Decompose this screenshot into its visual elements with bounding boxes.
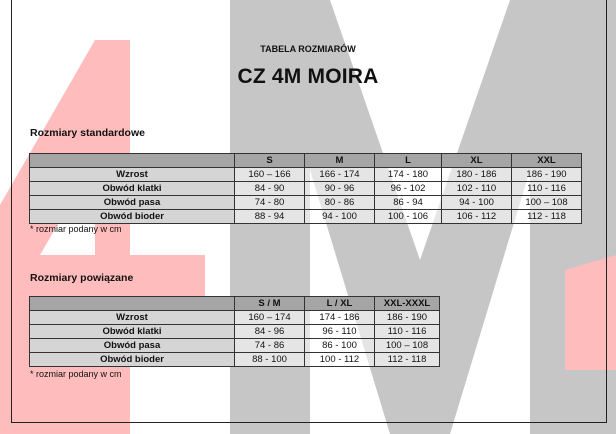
row-label: Obwód klatki xyxy=(30,182,235,196)
header-corner xyxy=(30,297,235,311)
table-cell: 160 – 174 xyxy=(235,311,305,325)
table-cell: 86 - 94 xyxy=(375,196,442,210)
table-header-row xyxy=(30,154,582,168)
table-cell: 180 - 186 xyxy=(442,168,512,182)
table-cell: 84 - 96 xyxy=(235,325,305,339)
table-header-row xyxy=(30,297,440,311)
table-cell: 174 - 186 xyxy=(305,311,375,325)
row-label: Obwód pasa xyxy=(30,339,235,353)
table-cell: 86 - 100 xyxy=(305,339,375,353)
table-cell: 74 - 80 xyxy=(235,196,305,210)
table-cell: 100 - 106 xyxy=(375,210,442,224)
table-row xyxy=(30,339,440,353)
related-sizes-heading: Rozmiary powiązane xyxy=(30,272,134,284)
table-row xyxy=(30,311,440,325)
column-header: XL xyxy=(442,154,512,168)
header-corner xyxy=(30,154,235,168)
column-header: L / XL xyxy=(305,297,375,311)
table-cell: 90 - 96 xyxy=(305,182,375,196)
table-cell: 100 – 108 xyxy=(375,339,440,353)
table-cell: 88 - 94 xyxy=(235,210,305,224)
table-cell: 96 - 102 xyxy=(375,182,442,196)
table-cell: 174 - 180 xyxy=(375,168,442,182)
table-row xyxy=(30,353,440,367)
table-row xyxy=(30,325,440,339)
table-cell: 166 - 174 xyxy=(305,168,375,182)
table-cell: 106 - 112 xyxy=(442,210,512,224)
table-cell: 80 - 86 xyxy=(305,196,375,210)
table-cell: 84 - 90 xyxy=(235,182,305,196)
table-cell: 74 - 86 xyxy=(235,339,305,353)
column-header: S xyxy=(235,154,305,168)
column-header: XXL xyxy=(512,154,582,168)
column-header: L xyxy=(375,154,442,168)
table-cell: 186 - 190 xyxy=(375,311,440,325)
column-header: S / M xyxy=(235,297,305,311)
column-header: XXL-XXXL xyxy=(375,297,440,311)
table-cell: 100 – 108 xyxy=(512,196,582,210)
table-cell: 100 - 112 xyxy=(305,353,375,367)
row-label: Wzrost xyxy=(30,168,235,182)
standard-sizes-heading: Rozmiary standardowe xyxy=(30,127,145,139)
row-label: Obwód bioder xyxy=(30,210,235,224)
unit-note: * rozmiar podany w cm xyxy=(30,224,122,234)
chart-subtitle: TABELA ROZMIARÓW xyxy=(260,44,356,54)
product-title: CZ 4M MOIRA xyxy=(237,65,379,88)
table-row xyxy=(30,182,582,196)
table-cell: 112 - 118 xyxy=(375,353,440,367)
table-row xyxy=(30,196,582,210)
table-cell: 112 - 118 xyxy=(512,210,582,224)
table-cell: 110 - 116 xyxy=(375,325,440,339)
related-sizes-table xyxy=(29,296,440,367)
table-cell: 94 - 100 xyxy=(442,196,512,210)
table-cell: 186 - 190 xyxy=(512,168,582,182)
table-cell: 160 – 166 xyxy=(235,168,305,182)
table-row xyxy=(30,168,582,182)
table-cell: 96 - 110 xyxy=(305,325,375,339)
table-cell: 88 - 100 xyxy=(235,353,305,367)
row-label: Wzrost xyxy=(30,311,235,325)
table-cell: 94 - 100 xyxy=(305,210,375,224)
unit-note: * rozmiar podany w cm xyxy=(30,369,122,379)
table-cell: 110 - 116 xyxy=(512,182,582,196)
table-cell: 102 - 110 xyxy=(442,182,512,196)
row-label: Obwód bioder xyxy=(30,353,235,367)
column-header: M xyxy=(305,154,375,168)
standard-sizes-table xyxy=(29,153,582,224)
row-label: Obwód pasa xyxy=(30,196,235,210)
row-label: Obwód klatki xyxy=(30,325,235,339)
table-row xyxy=(30,210,582,224)
